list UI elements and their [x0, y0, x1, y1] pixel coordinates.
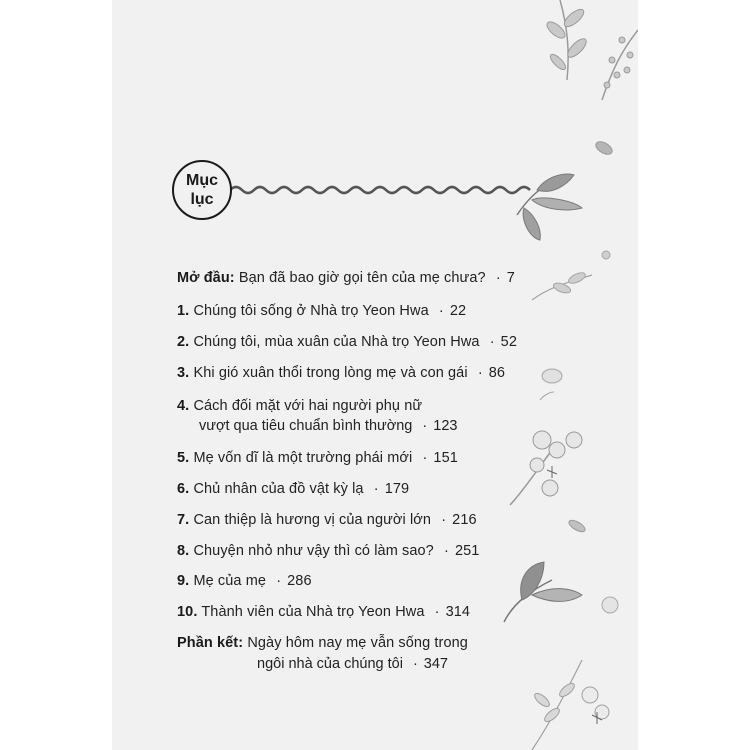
entry-number: 9.: [177, 573, 190, 589]
entry-title: Chúng tôi, mùa xuân của Nhà trọ Yeon Hwa: [193, 334, 480, 350]
entry-number: 2.: [177, 334, 190, 350]
entry-page: 22: [449, 303, 467, 319]
toc-entry-7[interactable]: [177, 512, 477, 528]
toc-entry-4[interactable]: [177, 398, 422, 414]
separator: ·: [422, 418, 428, 434]
lower-leaf-icon: [504, 562, 618, 622]
entry-number: 4.: [177, 398, 190, 414]
entry-title: Chuyện nhỏ như vậy thì có làm sao?: [193, 543, 434, 559]
toc-entry-4-continued[interactable]: [199, 418, 457, 434]
entry-page: 123: [433, 418, 458, 434]
entry-title: Cách đối mặt với hai người phụ nữ: [193, 398, 423, 414]
title-line-2: lục: [190, 191, 214, 208]
separator: ·: [441, 512, 447, 528]
entry-number: 1.: [177, 303, 190, 319]
separator: ·: [477, 365, 483, 381]
rope-icon: [230, 187, 530, 193]
toc-entry-outro[interactable]: [177, 635, 468, 651]
toc-entry-5[interactable]: [177, 450, 458, 466]
separator: ·: [444, 543, 449, 559]
entry-page: 314: [445, 604, 471, 620]
entry-page: 216: [452, 512, 477, 528]
separator: ·: [489, 334, 495, 350]
entry-title: Thành viên của Nhà trọ Yeon Hwa: [201, 604, 425, 620]
entry-title: Can thiệp là hương vị của người lớn: [193, 512, 432, 528]
entry-title: Chúng tôi sống ở Nhà trọ Yeon Hwa: [193, 303, 429, 319]
toc-entry-6[interactable]: [177, 481, 409, 497]
toc-entry-outro-continued[interactable]: [257, 656, 448, 672]
separator: ·: [276, 573, 282, 589]
top-branch-icon: [544, 0, 638, 157]
toc-entry-1[interactable]: [177, 303, 466, 319]
toc-entry-8[interactable]: [177, 543, 479, 559]
entry-title-line-2: ngôi nhà của chúng tôi: [257, 656, 403, 672]
toc-entry-10[interactable]: [177, 604, 470, 620]
entry-title-line-2: vượt qua tiêu chuẩn bình thường: [199, 418, 413, 434]
entry-page: 286: [287, 573, 312, 589]
entry-page: 347: [423, 656, 448, 672]
separator: ·: [438, 303, 444, 319]
toc-page: [112, 0, 638, 750]
title-line-1: Mục: [186, 172, 218, 189]
separator: ·: [422, 450, 428, 466]
toc-entry-3[interactable]: [177, 365, 505, 381]
entry-page: 86: [488, 365, 506, 381]
entry-label: Phần kết:: [177, 635, 244, 651]
entry-title: Khi gió xuân thổi trong lòng mẹ và con gái: [193, 365, 468, 381]
entry-number: 10.: [177, 604, 198, 620]
entry-title: Mẹ vốn dĩ là một trường phái mới: [193, 450, 413, 466]
entry-title: Mẹ của mẹ: [193, 573, 267, 589]
entry-page: 179: [384, 481, 410, 497]
separator: ·: [412, 656, 418, 672]
entry-title: Bạn đã bao giờ gọi tên của mẹ chưa?: [238, 270, 486, 286]
leaf-branch-icon: [517, 174, 582, 240]
toc-entry-intro[interactable]: [177, 270, 515, 286]
toc-title-badge: [172, 160, 232, 220]
entry-page: 151: [433, 450, 458, 466]
entry-page: 7: [506, 270, 515, 286]
entry-number: 3.: [177, 365, 190, 381]
side-sprig-icon: [532, 251, 610, 400]
entry-number: 5.: [177, 450, 190, 466]
flower-cluster-icon: [510, 431, 587, 534]
separator: ·: [495, 270, 501, 286]
entry-number: 8.: [177, 543, 190, 559]
entry-number: 6.: [177, 481, 190, 497]
entry-number: 7.: [177, 512, 190, 528]
entry-title: Ngày hôm nay mẹ vẫn sống trong: [247, 635, 468, 651]
toc-entry-2[interactable]: [177, 334, 517, 350]
toc-title: [177, 171, 227, 209]
bottom-sprig-icon: [532, 660, 609, 750]
entry-page: 52: [500, 334, 517, 350]
entry-page: 251: [454, 543, 480, 559]
entry-label: Mở đầu:: [177, 270, 235, 286]
entry-title: Chủ nhân của đồ vật kỳ lạ: [193, 481, 364, 497]
toc-entry-9[interactable]: [177, 573, 312, 589]
separator: ·: [434, 604, 440, 620]
separator: ·: [373, 481, 379, 497]
